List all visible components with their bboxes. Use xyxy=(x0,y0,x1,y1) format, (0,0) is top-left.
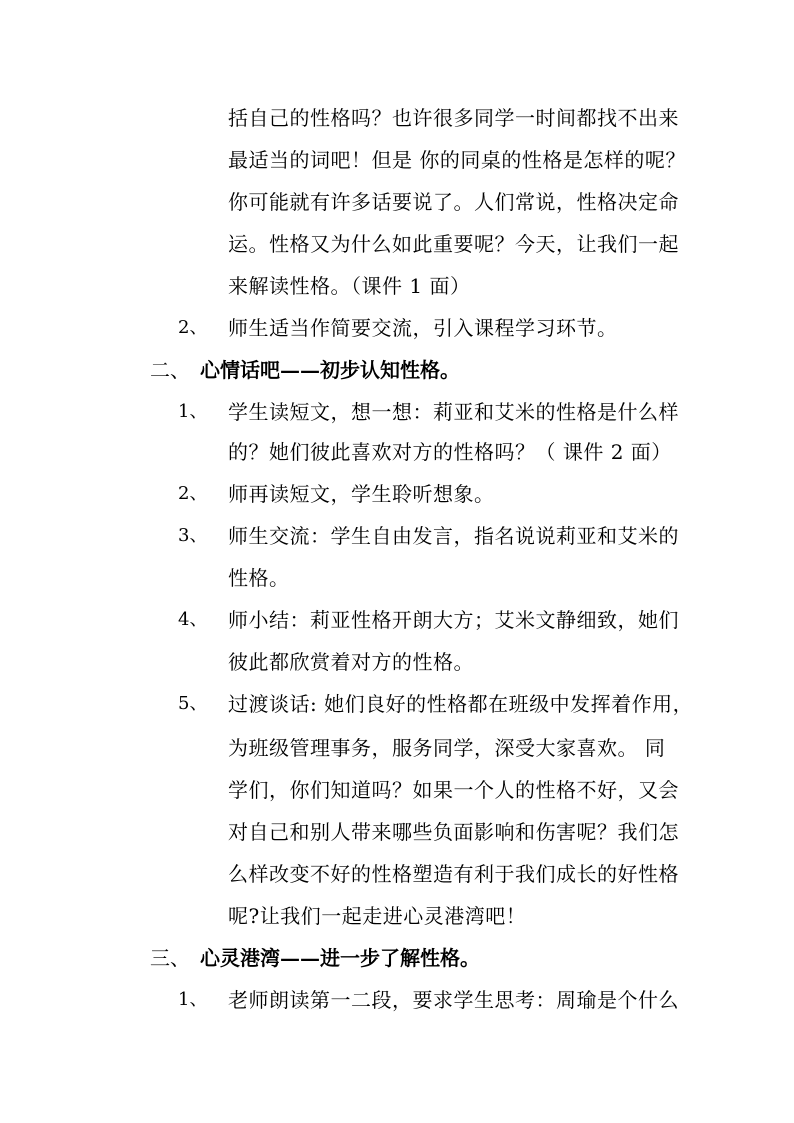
item-text: 的？她们彼此喜欢对方的性格吗？（ 课件 2 面） xyxy=(228,440,672,464)
item-number: 4、 xyxy=(178,609,208,630)
item-text: 师小结：莉亚性格开朗大方；艾米文静细致，她们 xyxy=(228,608,679,632)
intro-line: 你可能就有许多话要说了。人们常说，性格决定命 xyxy=(228,190,679,214)
section-title: 心情话吧——初步认知性格。 xyxy=(200,358,460,382)
item-number: 2、 xyxy=(178,483,208,504)
intro-line: 运。性格又为什么如此重要呢？今天，让我们一起 xyxy=(228,232,679,256)
item-number: 5、 xyxy=(178,693,208,714)
section-number: 三、 xyxy=(150,946,190,970)
item-text: 师生适当作简要交流，引入课程学习环节。 xyxy=(228,316,618,340)
item-text: 师再读短文，学生聆听想象。 xyxy=(228,482,495,506)
item-text: 过渡谈话: 她们良好的性格都在班级中发挥着作用， xyxy=(228,692,694,716)
intro-line: 最适当的词吧！但是 你的同桌的性格是怎样的呢？ xyxy=(228,148,686,172)
item-text: 老师朗读第一二段，要求学生思考：周瑜是个什么 xyxy=(228,988,679,1012)
intro-line: 来解读性格。（课件 1 面） xyxy=(228,274,471,298)
item-text: 学们，你们知道吗？如果一个人的性格不好，又会 xyxy=(228,778,679,802)
item-text: 师生交流：学生自由发言，指名说说莉亚和艾米的 xyxy=(228,524,679,548)
section-number: 二、 xyxy=(150,358,190,382)
item-text: 对自己和别人带来哪些负面影响和伤害呢？我们怎 xyxy=(228,820,679,844)
item-text: 为班级管理事务，服务同学，深受大家喜欢。 同 xyxy=(228,736,666,760)
item-text: 呢?让我们一起走进心灵港湾吧！ xyxy=(228,904,527,928)
item-text: 么样改变不好的性格塑造有利于我们成长的好性格 xyxy=(228,862,679,886)
section-title: 心灵港湾——进一步了解性格。 xyxy=(200,946,480,970)
item-text: 性格。 xyxy=(228,566,290,590)
item-number: 3、 xyxy=(178,525,208,546)
item-text: 学生读短文，想一想：莉亚和艾米的性格是什么样 xyxy=(228,400,679,424)
item-number: 1、 xyxy=(178,989,208,1010)
item-number: 1、 xyxy=(178,401,208,422)
intro-line: 括自己的性格吗？也许很多同学一时间都找不出来 xyxy=(228,106,679,130)
item-number: 2、 xyxy=(178,317,208,338)
item-text: 彼此都欣赏着对方的性格。 xyxy=(228,650,474,674)
